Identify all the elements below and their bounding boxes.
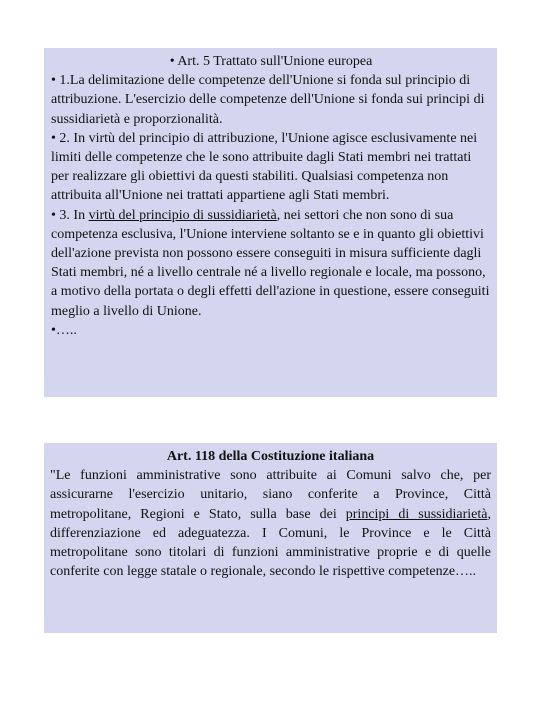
art118-title: Art. 118 della Costituzione italiana bbox=[166, 449, 375, 464]
art118-underlined-text: principi di sussidiarietà bbox=[345, 506, 488, 522]
art118-text-rest: , differenziazione ed adeguatezza. I Comuni, le Province e le Città metropolitane sono titolari di funzioni amministrative proprie e di quelle conferite con legge statale o regionale, secondo le rispettive competenze….. bbox=[50, 506, 491, 580]
art5-box bbox=[44, 48, 497, 397]
art118-box bbox=[44, 443, 497, 633]
art5-paragraph-2: • 2. In virtù del principio di attribuzione, l'Unione agisce esclusivamente nei limiti delle competenze che le sono attribuite dagli Stati membri nei trattati per realizzare gli obiettivi da questi stabiliti. Qualsiasi competenza non attribuita all'Unione nei trattati appartiene agli Stati membri. bbox=[51, 130, 478, 204]
subsidiarity-link-text: virtù del principio di sussidiarietà bbox=[88, 207, 277, 223]
art5-para3-prefix: • 3. In bbox=[51, 207, 89, 223]
art5-paragraph-3 bbox=[51, 206, 491, 321]
art5-paragraph-1: • 1.La delimitazione delle competenze dell'Unione si fonda sul principio di attribuzione. L'esercizio delle competenze dell'Unione si fonda sui principi di sussidiarietà e proporzionalità. bbox=[51, 73, 485, 127]
art5-title: • Art. 5 Trattato sull'Unione europea bbox=[169, 54, 373, 69]
art5-para3-rest: , nei settori che non sono di sua competenza esclusiva, l'Unione interviene soltanto se e in quanto gli obiettivi dell'azione prevista non possono essere conseguiti in misura sufficiente dagli Stati membri, né a livello centrale né a livello regionale e locale, ma possono, a motivo della portata o degli effetti dell'azione in questione, essere conseguiti meglio a livello di Unione. bbox=[51, 207, 490, 319]
art118-text-prefix: "Le funzioni amministrative sono attribuite ai Comuni salvo che, per assicurarne l'esercizio unitario, siano conferite a Province, Città metropolitane, Regioni e Stato, sulla base dei bbox=[50, 468, 491, 522]
art5-ellipsis: •….. bbox=[51, 322, 77, 338]
art118-text bbox=[50, 466, 491, 581]
